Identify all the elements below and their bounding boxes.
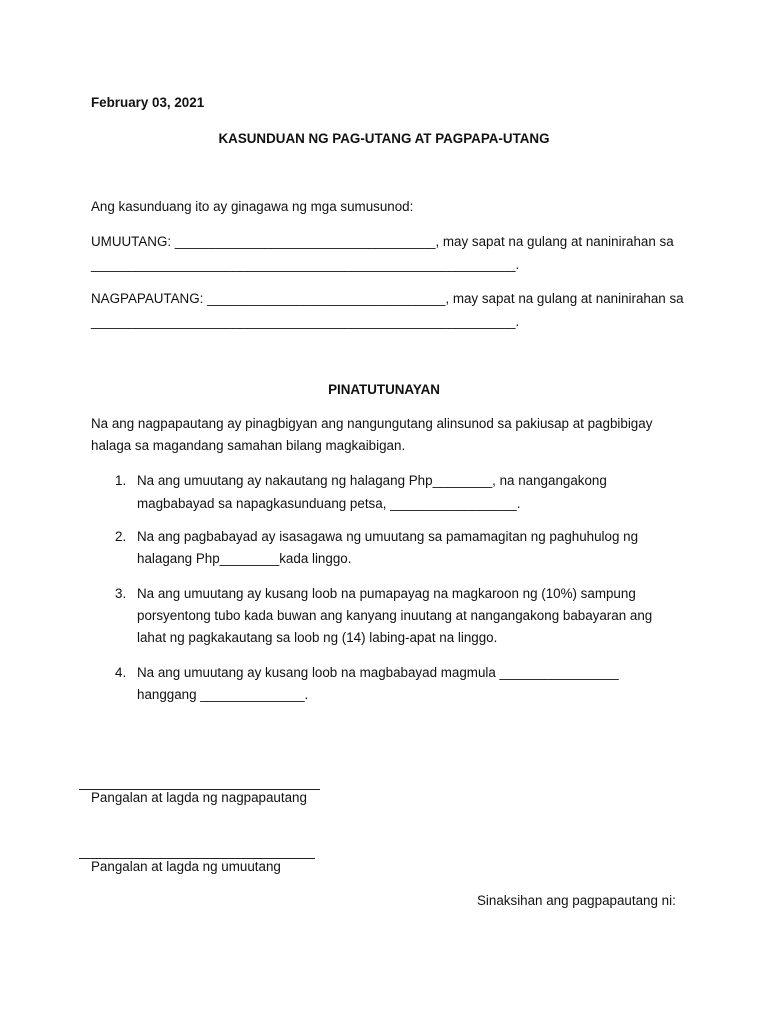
list-item-line: Na ang umuutang ay kusang loob na magbabayad magmula ________________ [137, 665, 619, 680]
document-date: February 03, 2021 [91, 95, 205, 110]
list-item-line: magbabayad sa napagkasunduang petsa, _________________. [137, 496, 521, 511]
list-item-line: halagang Php________kada linggo. [137, 551, 352, 566]
list-item-line: Na ang umuutang ay nakautang ng halagang Php________, na nangangakong [137, 473, 607, 488]
list-item-number: 3. [115, 586, 127, 601]
witness-text: Sinaksihan ang pagpapautang ni: [477, 893, 676, 908]
list-item-line: hanggang ______________. [137, 687, 309, 702]
section-heading: PINATUTUNAYAN [328, 382, 440, 397]
borrower-line-2: _________________________________________________________. [91, 257, 520, 272]
borrower-line-1: UMUUTANG: ___________________________________, may sapat na gulang at naninirahan sa [91, 234, 674, 249]
lender-signature-label: Pangalan at lagda ng nagpapautang [91, 790, 307, 805]
borrower-signature-label: Pangalan at lagda ng umuutang [91, 859, 281, 874]
list-item-number: 1. [115, 473, 127, 488]
list-item-line: Na ang pagbabayad ay isasagawa ng umuutang sa pamamagitan ng paghuhulog ng [137, 529, 639, 544]
list-item-number: 4. [115, 665, 127, 680]
list-item-line: porsyentong tubo kada buwan ang kanyang inuutang at nangangakong babayaran ang [137, 608, 653, 623]
preamble-line-1: Na ang nagpapautang ay pinagbigyan ang nangungutang alinsunod sa pakiusap at pagbibigay [91, 416, 653, 431]
lender-line-1: NAGPAPAUTANG: ________________________________, may sapat na gulang at naninirahan sa [91, 291, 684, 306]
preamble-line-2: halaga sa magandang samahan bilang magkaibigan. [91, 438, 406, 453]
lender-line-2: _________________________________________________________. [91, 314, 520, 329]
list-item-line: lahat ng pagkakautang sa loob ng (14) labing-apat na linggo. [137, 630, 498, 645]
intro-text: Ang kasunduang ito ay ginagawa ng mga sumusunod: [91, 199, 414, 214]
list-item-number: 2. [115, 529, 127, 544]
document-title: KASUNDUAN NG PAG-UTANG AT PAGPAPA-UTANG [218, 131, 550, 146]
list-item-line: Na ang umuutang ay kusang loob na pumapayag na magkaroon ng (10%) sampung [137, 586, 636, 601]
